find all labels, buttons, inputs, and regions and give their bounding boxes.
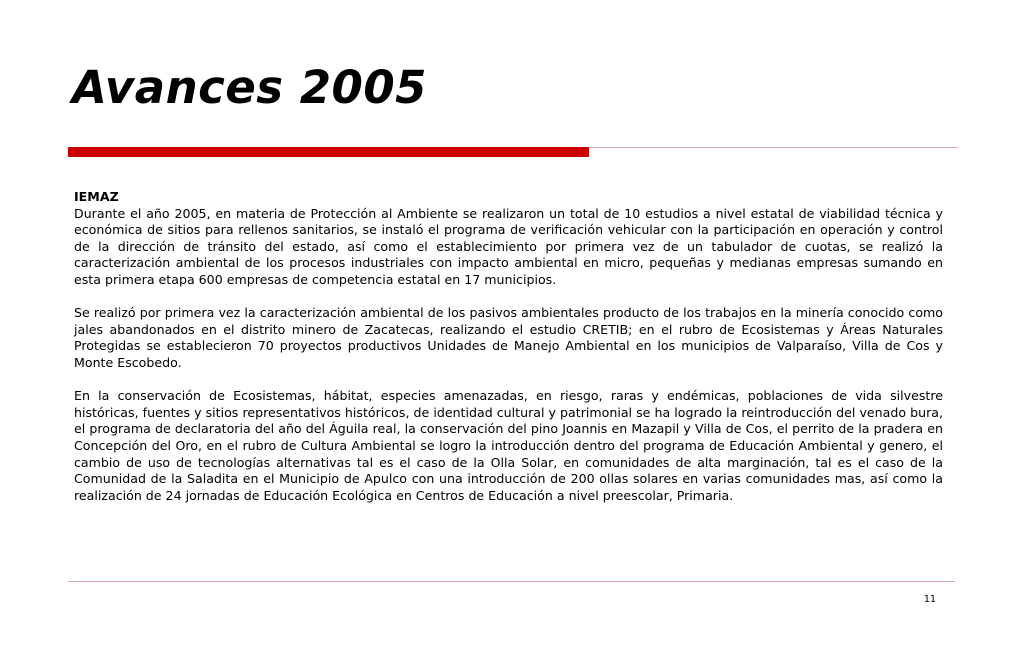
title-underline-red-bar: [68, 147, 589, 157]
body-paragraph-3: En la conservación de Ecosistemas, hábitat, especies amenazadas, en riesgo, raras y endémicas, poblaciones de vida silvestre históricas, fuentes y sitios representativos históricos, de identidad cultural y patrimonial se ha logrado la reintroducción del venado bura, el programa de declaratoria del año del Águila real, la conservación del pino Joannis en Mazapil y Villa de Cos, el perrito de la pradera en Concepción del Oro, en el rubro de Cultura Ambiental se logro la introducción dentro del programa de Educación Ambiental y genero, el cambio de uso de tecnologías alternativas tal es el caso de la Olla Solar, en comunidades de alta marginación, tal es el caso de la Comunidad de la Saladita en el Municipio de Apulco con una introducción de 200 ollas solares en varias comunidades mas, así como la realización de 24 jornadas de Educación Ecológica en Centros de Educación a nivel preescolar, Primaria.: [74, 388, 943, 503]
page-number: 11: [923, 594, 936, 605]
body-paragraph-1: Durante el año 2005, en materia de Protección al Ambiente se realizaron un total de 10 estudios a nivel estatal de viabilidad técnica y económica de sitios para rellenos sanitarios, se instaló el programa de verificación vehicular con la participación en operación y control de la dirección de tránsito del estado, así como el establecimiento por primera vez de un tabulador de cuotas, se realizó la caracterización ambiental de los procesos industriales con impacto ambiental en micro, pequeñas y medianas empresas sumando en esta primera etapa 600 empresas de competencia estatal en 17 municipios.: [74, 205, 943, 287]
slide-body: [74, 189, 943, 521]
body-paragraph-2: Se realizó por primera vez la caracterización ambiental de los pasivos ambientales producto de los trabajos en la minería conocido como jales abandonados en el distrito minero de Zacatecas, realizando el estudio CRETIB; en el rubro de Ecosistemas y Áreas Naturales Protegidas se establecieron 70 proyectos productivos Unidades de Manejo Ambiental en los municipios de Valparaíso, Villa de Cos y Monte Escobedo.: [74, 305, 943, 370]
footer-divider: [68, 581, 955, 582]
slide-title: Avances 2005: [72, 61, 427, 114]
title-underline-thin-line: [589, 147, 958, 148]
section-heading: IEMAZ: [74, 189, 119, 204]
